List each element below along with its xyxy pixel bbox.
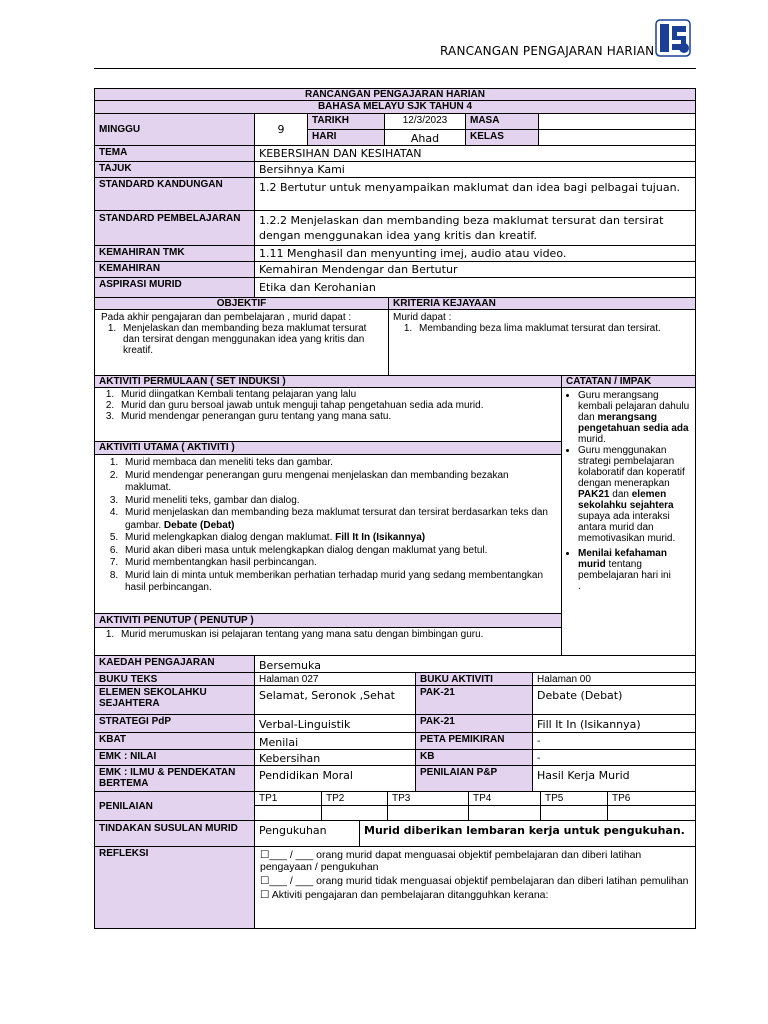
tp3-label: TP3 xyxy=(387,791,469,806)
school-logo-icon xyxy=(654,18,692,58)
pak21b-value: Fill It In (Isikannya) xyxy=(532,714,696,733)
tp2-label: TP2 xyxy=(321,791,388,806)
kelas-label: KELAS xyxy=(465,129,539,146)
tema-value: KEBERSIHAN DAN KESIHATAN xyxy=(254,145,696,162)
kb-label: KB xyxy=(415,749,533,766)
tarikh-label: TARIKH xyxy=(307,113,385,130)
tp4-label: TP4 xyxy=(468,791,541,806)
tmk-label: KEMAHIRAN TMK xyxy=(94,245,255,262)
ilmu-value: Pendidikan Moral xyxy=(254,765,416,792)
tindakan-value: Murid diberikan lembaran kerja untuk pengukuhan. xyxy=(359,820,696,847)
kemahiran-value: Kemahiran Mendengar dan Bertutur xyxy=(254,261,696,278)
nilai-label: EMK : NILAI xyxy=(94,749,255,766)
penutup-item-1: 1. Murid merumuskan isi pelajaran tentang yang mana satu dengan bimbingan guru. xyxy=(117,629,557,640)
tp2-cell xyxy=(321,805,388,821)
utama-item-5: 5. Murid melengkapkan dialog dengan maklumat. Fill It In (Isikannya) xyxy=(121,532,557,545)
tajuk-label: TAJUK xyxy=(94,161,255,178)
refleksi-content xyxy=(254,846,696,929)
penilaian-label: PENILAIAN xyxy=(94,791,255,821)
refleksi-label: REFLEKSI xyxy=(94,846,255,929)
tp3-cell xyxy=(387,805,469,821)
peta-label: PETA PEMIKIRAN xyxy=(415,732,533,750)
tarikh-value: 12/3/2023 xyxy=(384,113,466,130)
refleksi-line-2: ☐___ / ___ orang murid tidak menguasai objektif pembelajaran dan diberi latihan pemulihan xyxy=(260,875,689,887)
page-header-title: RANCANGAN PENGAJARAN HARIAN xyxy=(440,44,655,58)
permulaan-item-3: 3. Murid mendengar penerangan guru tentang yang mana satu. xyxy=(117,411,557,422)
catatan-bullet-2: • Guru menggunakan strategi pembelajaran kolaboratif dan koperatif dengan menerapkan PAK21 dan elemen sekolahku sejahtera supaya ada interaksi antara murid dan memotivasikan murid. xyxy=(578,445,693,544)
catatan-bullet-1: • Guru merangsang kembali pelajaran dahulu dan merangsang pengetahuan sedia ada murid. xyxy=(578,390,693,445)
tp6-label: TP6 xyxy=(607,791,696,806)
kbat-value: Menilai xyxy=(254,732,416,750)
tp5-cell xyxy=(540,805,608,821)
utama-item-8: 8. Murid lain di minta untuk memberikan perhatian terhadap murid yang sedang membentangkan hasil perbincangan. xyxy=(121,570,557,595)
catatan-bullet-3: • Menilai kefahaman murid tentang pembelajaran hari ini . xyxy=(578,548,693,592)
refleksi-line-1: ☐___ / ___ orang murid dapat menguasai objektif pembelajaran dan diberi latihan pengayaan / pengukuhan xyxy=(260,849,642,873)
tajuk-value: Bersihnya Kami xyxy=(254,161,696,178)
header-divider xyxy=(94,68,696,69)
utama-item-3: 3. Murid meneliti teks, gambar dan dialog. xyxy=(121,495,557,508)
tindakan-type: Pengukuhan xyxy=(254,820,360,847)
kriteria-item: 1. Membanding beza lima maklumat tersurat dan tersirat. xyxy=(415,323,691,334)
permulaan-item-1: 1. Murid diingatkan Kembali tentang pelajaran yang lalu xyxy=(117,389,557,400)
title-row-1: RANCANGAN PENGAJARAN HARIAN xyxy=(94,88,696,101)
sp-value: 1.2.2 Menjelaskan dan membanding beza maklumat tersurat dan tersirat dengan menggunakan idea yang kritis dan kreatif. xyxy=(254,210,696,246)
permulaan-label: AKTIVITI PERMULAAN ( SET INDUKSI ) xyxy=(94,375,562,388)
minggu-label: MINGGU xyxy=(94,113,255,146)
strategi-value: Verbal-Linguistik xyxy=(254,714,416,733)
sk-label: STANDARD KANDUNGAN xyxy=(94,177,255,211)
sk-value: 1.2 Bertutur untuk menyampaikan maklumat dan idea bagi pelbagai tujuan. xyxy=(254,177,696,211)
objektif-label: OBJEKTIF xyxy=(94,297,389,310)
kriteria-intro: Murid dapat : xyxy=(393,312,452,323)
strategi-label: STRATEGI PdP xyxy=(94,714,255,733)
aspirasi-label: ASPIRASI MURID xyxy=(94,277,255,298)
utama-item-7: 7. Murid membentangkan hasil perbincangan. xyxy=(121,557,557,570)
objektif-content xyxy=(94,309,389,376)
peta-value: - xyxy=(532,732,696,750)
bukuteks-value: Halaman 027 xyxy=(254,672,416,686)
utama-content xyxy=(94,454,562,614)
utama-item-1: 1. Murid membaca dan meneliti teks dan gambar. xyxy=(121,457,557,470)
pak21a-label: PAK-21 xyxy=(415,685,533,715)
objektif-intro: Pada akhir pengajaran dan pembelajaran , murid dapat : xyxy=(101,312,352,323)
tindakan-label: TINDAKAN SUSULAN MURID xyxy=(94,820,255,847)
penilaianpp-label: PENILAIAN P&P xyxy=(415,765,533,792)
tp5-label: TP5 xyxy=(540,791,608,806)
hari-label: HARI xyxy=(307,129,385,146)
tp1-label: TP1 xyxy=(254,791,322,806)
sp-label: STANDARD PEMBELAJARAN xyxy=(94,210,255,246)
elemen-label: ELEMEN SEKOLAHKU SEJAHTERA xyxy=(94,685,255,715)
kbat-label: KBAT xyxy=(94,732,255,750)
kelas-value xyxy=(538,129,696,146)
catatan-content xyxy=(561,387,696,656)
ilmu-label: EMK : ILMU & PENDEKATAN BERTEMA xyxy=(94,765,255,792)
masa-label: MASA xyxy=(465,113,539,130)
permulaan-content xyxy=(94,387,562,442)
penilaianpp-value: Hasil Kerja Murid xyxy=(532,765,696,792)
tmk-value: 1.11 Menghasil dan menyunting imej, audio atau video. xyxy=(254,245,696,262)
pak21a-value: Debate (Debat) xyxy=(532,685,696,715)
utama-label: AKTIVITI UTAMA ( AKTIVITI ) xyxy=(94,441,562,455)
minggu-value: 9 xyxy=(254,113,308,146)
nilai-value: Kebersihan xyxy=(254,749,416,766)
kriteria-content xyxy=(388,309,696,376)
aspirasi-value: Etika dan Kerohanian xyxy=(254,277,696,298)
utama-item-2: 2. Murid mendengar penerangan guru mengenai menjelaskan dan membanding bezakan maklumat. xyxy=(121,470,557,495)
penutup-content xyxy=(94,627,562,656)
kb-value: - xyxy=(532,749,696,766)
tp6-cell xyxy=(607,805,696,821)
title-row-2: BAHASA MELAYU SJK TAHUN 4 xyxy=(94,100,696,114)
utama-item-6: 6. Murid akan diberi masa untuk melengkapkan dialog dengan maklumat yang betul. xyxy=(121,545,557,558)
masa-value xyxy=(538,113,696,130)
kaedah-label: KAEDAH PENGAJARAN xyxy=(94,655,255,673)
utama-item-4: 4. Murid menjelaskan dan membanding beza maklumat tersurat dan tersirat berdasarkan teks dan gambar. Debate (Debat) xyxy=(121,507,557,532)
bukuaktiviti-label: BUKU AKTIVITI xyxy=(415,672,533,686)
tp4-cell xyxy=(468,805,541,821)
kaedah-value: Bersemuka xyxy=(254,655,696,673)
kriteria-label: KRITERIA KEJAYAAN xyxy=(388,297,696,310)
kemahiran-label: KEMAHIRAN xyxy=(94,261,255,278)
bukuteks-label: BUKU TEKS xyxy=(94,672,255,686)
pak21b-label: PAK-21 xyxy=(415,714,533,733)
objektif-item: 1. Menjelaskan dan membanding beza maklumat tersurat dan tersirat dengan menggunakan idea yang kritis dan kreatif. xyxy=(119,323,384,356)
penutup-label: AKTIVITI PENUTUP ( PENUTUP ) xyxy=(94,613,562,628)
refleksi-line-3: ☐ Aktiviti pengajaran dan pembelajaran ditangguhkan kerana: xyxy=(260,889,549,901)
permulaan-item-2: 2. Murid dan guru bersoal jawab untuk menguji tahap pengetahuan sedia ada murid. xyxy=(117,400,557,411)
catatan-label: CATATAN / IMPAK xyxy=(561,375,696,388)
bukuaktiviti-value: Halaman 00 xyxy=(532,672,696,686)
tema-label: TEMA xyxy=(94,145,255,162)
tp1-cell xyxy=(254,805,322,821)
hari-value: Ahad xyxy=(384,129,466,146)
elemen-value: Selamat, Seronok ,Sehat xyxy=(254,685,416,715)
